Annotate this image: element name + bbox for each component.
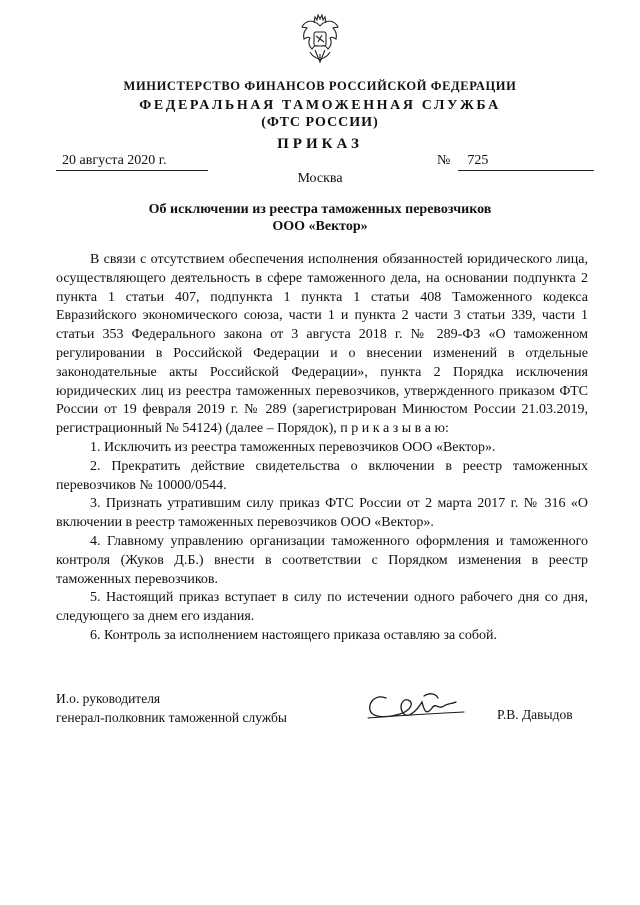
order-title-line2: ООО «Вектор» — [272, 219, 368, 234]
order-item-5: 5. Настоящий приказ вступает в силу по истечении одного рабочего дня со дня, следующего за днем его издания. — [56, 590, 588, 625]
ministry-name: МИНИСТЕРСТВО ФИНАНСОВ РОССИЙСКОЙ ФЕДЕРАЦИИ — [123, 79, 517, 93]
order-item-1: 1. Исключить из реестра таможенных перевозчиков ООО «Вектор». — [90, 439, 496, 455]
order-number — [437, 153, 488, 169]
order-title-line1: Об исключении из реестра таможенных перевозчиков — [148, 202, 492, 217]
signer-position-line2: генерал-полковник таможенной службы — [56, 710, 287, 725]
coat-of-arms-icon — [298, 12, 342, 66]
number-sign: № — [437, 153, 451, 168]
service-short-name: (ФТС РОССИИ) — [261, 115, 379, 130]
city: Москва — [297, 171, 343, 186]
signer-name: Р.В. Давыдов — [497, 707, 573, 722]
service-name: ФЕДЕРАЛЬНАЯ ТАМОЖЕННАЯ СЛУЖБА — [139, 98, 501, 113]
document-type: ПРИКАЗ — [277, 136, 363, 152]
order-date: 20 августа 2020 г. — [62, 153, 167, 168]
handwritten-signature — [364, 688, 484, 728]
order-item-2: 2. Прекратить действие свидетельства о включении в реестр таможенных перевозчиков № 10000/0544. — [56, 458, 588, 493]
number-value: 725 — [467, 153, 489, 168]
signer-position — [56, 689, 287, 727]
preamble: В связи с отсутствием обеспечения исполнения обязанностей юридического лица, осуществляющего деятельность в сфере таможенного дела, на основании подпункта 2 пункта 1 статьи 407, подпункта 1 пункта 1 статьи 408 Таможенного кодекса Евразийского экономического союза, части 1 и пункта 2 части 3 статьи 339, части 1 статьи 353 Федерального закона от 3 августа 2018 г. № 289-ФЗ «О таможенном регулировании в Российской Федерации и о внесении изменений в отдельные законодательные акты Российской Федерации», пункта 2 Порядка исключения юридических лиц из реестра таможенных перевозчиков, утвержденного приказом ФТС России от 19 февраля 2019 г. № 289 (зарегистрирован Минюстом России 21.03.2019, регистрационный № 54124) (далее – Порядок), п р и к а з ы в а ю: — [56, 252, 588, 437]
order-item-4: 4. Главному управлению организации таможенного оформления и таможенного контроля (Жуков Д.Б.) внести в соответствии с Порядком изменения в реестр таможенных перевозчиков. — [56, 533, 588, 587]
order-item-6: 6. Контроль за исполнением настоящего приказа оставляю за собой. — [90, 627, 498, 643]
order-body — [56, 251, 588, 646]
order-item-3: 3. Признать утратившим силу приказ ФТС России от 2 марта 2017 г. № 316 «О включении в реестр таможенных перевозчиков ООО «Вектор». — [56, 496, 588, 531]
signer-position-line1: И.о. руководителя — [56, 691, 161, 706]
